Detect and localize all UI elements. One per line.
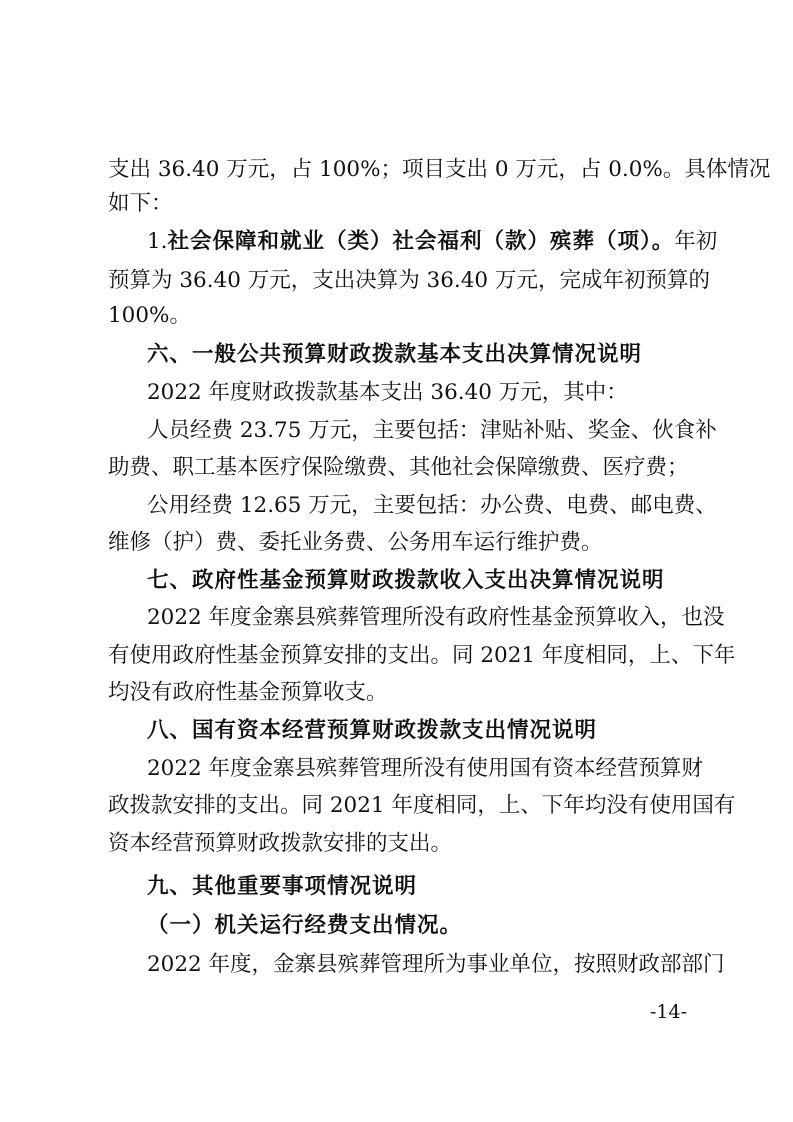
item-heading: 社会保障和就业（类）社会福利（款）殡葬（项）。 xyxy=(167,229,675,254)
section-heading: 九、其他重要事项情况说明 xyxy=(147,874,418,899)
section-heading: 七、政府性基金预算财政拨款收入支出决算情况说明 xyxy=(147,568,665,593)
paragraph-line: 均没有政府性基金预算收支。 xyxy=(108,680,388,705)
paragraph-line: 人员经费 23.75 万元，主要包括：津贴补贴、奖金、伙食补 xyxy=(147,418,717,443)
paragraph-line xyxy=(147,227,718,257)
paragraph-line: 有使用政府性基金预算安排的支出。同 2021 年度相同，上、下年 xyxy=(108,643,736,668)
paragraph-line: 维修（护）费、委托业务费、公务用车运行维护费。 xyxy=(108,530,603,555)
paragraph-line: 政拨款安排的支出。同 2021 年度相同，上、下年均没有使用国有 xyxy=(108,793,736,818)
paragraph-line: 公用经费 12.65 万元，主要包括：办公费、电费、邮电费、 xyxy=(147,493,717,518)
item-number: 1. xyxy=(147,229,168,254)
paragraph-line: 2022 年度金寨县殡葬管理所没有使用国有资本经营预算财 xyxy=(147,756,704,781)
paragraph-line: 资本经营预算财政拨款安排的支出。 xyxy=(108,831,453,856)
paragraph-line: 2022 年度，金寨县殡葬管理所为事业单位，按照财政部部门 xyxy=(147,952,725,977)
paragraph-line: 2022 年度金寨县殡葬管理所没有政府性基金预算收入，也没 xyxy=(147,605,725,630)
paragraph-line: 预算为 36.40 万元，支出决算为 36.40 万元，完成年初预算的 xyxy=(108,268,710,293)
page-number: -14- xyxy=(649,1001,687,1023)
paragraph-line: 支出 36.40 万元，占 100%；项目支出 0 万元，占 0.0%。具体情况 xyxy=(108,157,771,182)
paragraph-line: 100%。 xyxy=(108,303,191,328)
section-heading: 八、国有资本经营预算财政拨款支出情况说明 xyxy=(147,718,598,743)
subsection-heading: （一）机关运行经费支出情况。 xyxy=(147,913,463,938)
paragraph-line: 助费、职工基本医疗保险缴费、其他社会保障缴费、医疗费； xyxy=(108,455,689,480)
paragraph-line: 2022 年度财政拨款基本支出 36.40 万元，其中： xyxy=(147,380,628,405)
item-text: 年初 xyxy=(674,229,718,254)
paragraph-line: 如下： xyxy=(108,191,173,216)
section-heading: 六、一般公共预算财政拨款基本支出决算情况说明 xyxy=(147,342,643,367)
